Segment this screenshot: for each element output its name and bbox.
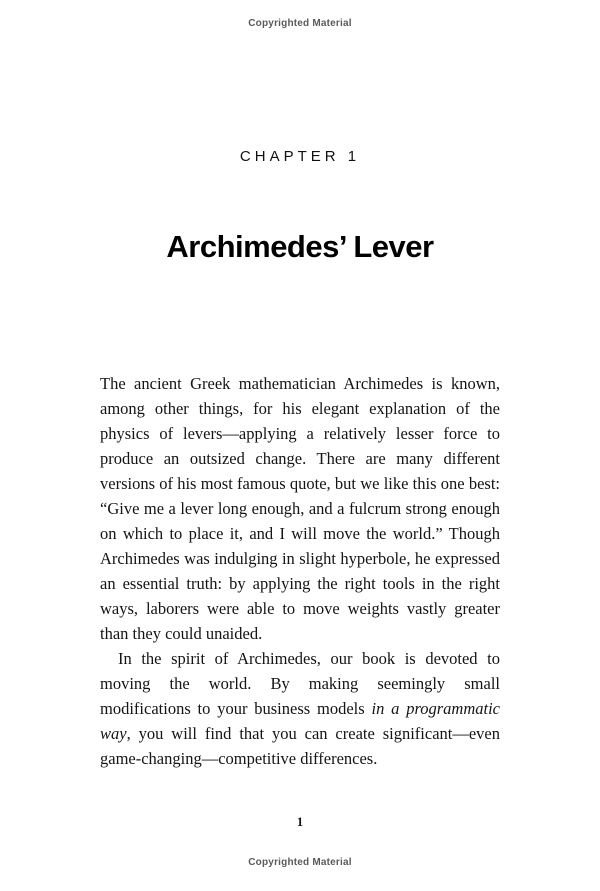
paragraph-2-text-start: In the spirit of Archimedes, our book is devoted to moving the world. By making seemingly small modifications to your business models — [100, 649, 500, 718]
copyright-notice-bottom: Copyrighted Material — [248, 857, 352, 868]
chapter-label: CHAPTER 1 — [239, 148, 361, 165]
paragraph-1: The ancient Greek mathematician Archimedes is known, among other things, for his elegant explanation of the physics of levers—applying a relatively lesser force to produce an outsized change. There are many different versions of his most famous quote, but we like this one best: “Give me a lever long enough, and a fulcrum strong enough on which to place it, and I will move the world.” Though Archimedes was indulging in slight hyperbole, he expressed an essential truth: by applying the right tools in the right ways, laborers were able to move weights vastly greater than they could unaided. — [100, 374, 500, 643]
body-text — [100, 371, 500, 771]
copyright-notice-top: Copyrighted Material — [248, 18, 352, 29]
page-number: 1 — [296, 815, 304, 829]
paragraph-2 — [100, 646, 500, 771]
paragraph-2-italic-phrase: in a programmatic way — [100, 699, 501, 743]
paragraph-2-text-end: , you will find that you can create significant—even game-changing—competitive differences. — [100, 724, 500, 768]
chapter-title: Archimedes’ Lever — [166, 229, 434, 264]
